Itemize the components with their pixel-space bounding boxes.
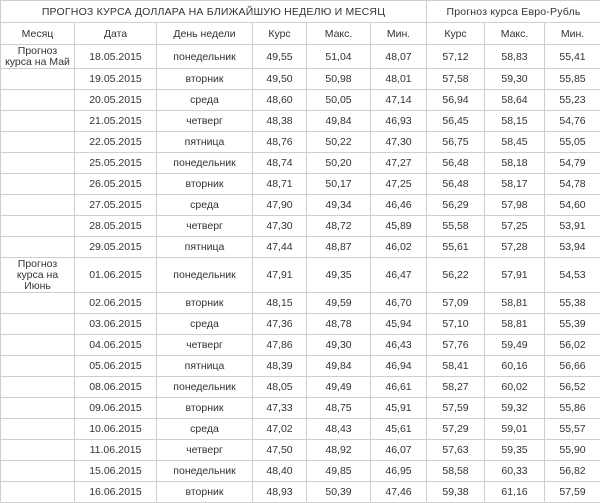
eur-min-cell: 54,76 bbox=[545, 111, 600, 132]
table-row bbox=[1, 216, 600, 237]
date-cell: 26.05.2015 bbox=[75, 174, 157, 195]
usd-min-cell: 46,93 bbox=[371, 111, 427, 132]
eur-rate-cell: 57,63 bbox=[427, 440, 485, 461]
header-usd-rate: Курс bbox=[253, 23, 307, 45]
table-row bbox=[1, 419, 600, 440]
usd-max-cell: 48,87 bbox=[307, 237, 371, 258]
eur-min-cell: 54,53 bbox=[545, 258, 600, 293]
eur-rate-cell: 58,41 bbox=[427, 356, 485, 377]
eur-forecast-title: Прогноз курса Евро-Рубль bbox=[427, 1, 600, 23]
weekday-cell: вторник bbox=[157, 398, 253, 419]
eur-rate-cell: 57,58 bbox=[427, 69, 485, 90]
eur-rate-cell: 56,75 bbox=[427, 132, 485, 153]
header-usd-min: Мин. bbox=[371, 23, 427, 45]
date-cell: 05.06.2015 bbox=[75, 356, 157, 377]
usd-max-cell: 50,17 bbox=[307, 174, 371, 195]
header-eur-rate: Курс bbox=[427, 23, 485, 45]
usd-rate-cell: 47,86 bbox=[253, 335, 307, 356]
table-row bbox=[1, 69, 600, 90]
usd-min-cell: 47,30 bbox=[371, 132, 427, 153]
weekday-cell: вторник bbox=[157, 69, 253, 90]
eur-rate-cell: 57,29 bbox=[427, 419, 485, 440]
month-cell bbox=[1, 293, 75, 314]
eur-max-cell: 59,35 bbox=[485, 440, 545, 461]
eur-min-cell: 55,39 bbox=[545, 314, 600, 335]
eur-min-cell: 56,02 bbox=[545, 335, 600, 356]
usd-min-cell: 48,01 bbox=[371, 69, 427, 90]
eur-min-cell: 55,38 bbox=[545, 293, 600, 314]
usd-max-cell: 50,22 bbox=[307, 132, 371, 153]
date-cell: 22.05.2015 bbox=[75, 132, 157, 153]
table-row bbox=[1, 440, 600, 461]
eur-max-cell: 58,45 bbox=[485, 132, 545, 153]
eur-max-cell: 58,15 bbox=[485, 111, 545, 132]
usd-forecast-title: ПРОГНОЗ КУРСА ДОЛЛАРА НА БЛИЖАЙШУЮ НЕДЕЛЮ И МЕСЯЦ bbox=[1, 1, 427, 23]
date-cell: 11.06.2015 bbox=[75, 440, 157, 461]
usd-min-cell: 45,91 bbox=[371, 398, 427, 419]
usd-min-cell: 46,70 bbox=[371, 293, 427, 314]
eur-max-cell: 58,17 bbox=[485, 174, 545, 195]
usd-max-cell: 49,34 bbox=[307, 195, 371, 216]
usd-rate-cell: 48,76 bbox=[253, 132, 307, 153]
usd-rate-cell: 47,33 bbox=[253, 398, 307, 419]
usd-max-cell: 49,30 bbox=[307, 335, 371, 356]
table-row bbox=[1, 398, 600, 419]
usd-max-cell: 50,39 bbox=[307, 482, 371, 503]
usd-min-cell: 46,43 bbox=[371, 335, 427, 356]
eur-max-cell: 59,01 bbox=[485, 419, 545, 440]
date-cell: 29.05.2015 bbox=[75, 237, 157, 258]
table-row bbox=[1, 195, 600, 216]
usd-rate-cell: 47,36 bbox=[253, 314, 307, 335]
weekday-cell: пятница bbox=[157, 237, 253, 258]
month-cell bbox=[1, 335, 75, 356]
eur-max-cell: 57,28 bbox=[485, 237, 545, 258]
month-cell bbox=[1, 195, 75, 216]
usd-rate-cell: 48,40 bbox=[253, 461, 307, 482]
eur-rate-cell: 55,58 bbox=[427, 216, 485, 237]
weekday-cell: понедельник bbox=[157, 377, 253, 398]
month-cell bbox=[1, 153, 75, 174]
header-eur-min: Мин. bbox=[545, 23, 600, 45]
usd-rate-cell: 49,55 bbox=[253, 45, 307, 69]
weekday-cell: четверг bbox=[157, 335, 253, 356]
eur-max-cell: 57,25 bbox=[485, 216, 545, 237]
eur-max-cell: 58,83 bbox=[485, 45, 545, 69]
eur-min-cell: 53,91 bbox=[545, 216, 600, 237]
eur-rate-cell: 56,48 bbox=[427, 153, 485, 174]
eur-min-cell: 56,82 bbox=[545, 461, 600, 482]
eur-rate-cell: 56,29 bbox=[427, 195, 485, 216]
table-row bbox=[1, 314, 600, 335]
eur-rate-cell: 59,38 bbox=[427, 482, 485, 503]
usd-min-cell: 47,25 bbox=[371, 174, 427, 195]
usd-min-cell: 46,95 bbox=[371, 461, 427, 482]
eur-max-cell: 58,18 bbox=[485, 153, 545, 174]
weekday-cell: среда bbox=[157, 195, 253, 216]
usd-min-cell: 46,02 bbox=[371, 237, 427, 258]
usd-max-cell: 49,84 bbox=[307, 356, 371, 377]
date-cell: 21.05.2015 bbox=[75, 111, 157, 132]
date-cell: 28.05.2015 bbox=[75, 216, 157, 237]
weekday-cell: четверг bbox=[157, 440, 253, 461]
table-row bbox=[1, 132, 600, 153]
month-cell bbox=[1, 461, 75, 482]
usd-min-cell: 46,07 bbox=[371, 440, 427, 461]
eur-rate-cell: 58,27 bbox=[427, 377, 485, 398]
eur-max-cell: 59,49 bbox=[485, 335, 545, 356]
table-row bbox=[1, 237, 600, 258]
table-row bbox=[1, 174, 600, 195]
month-cell bbox=[1, 132, 75, 153]
usd-rate-cell: 48,15 bbox=[253, 293, 307, 314]
header-day: День недели bbox=[157, 23, 253, 45]
usd-max-cell: 51,04 bbox=[307, 45, 371, 69]
usd-rate-cell: 49,50 bbox=[253, 69, 307, 90]
eur-min-cell: 55,85 bbox=[545, 69, 600, 90]
eur-rate-cell: 57,09 bbox=[427, 293, 485, 314]
month-cell bbox=[1, 69, 75, 90]
header-usd-max: Макс. bbox=[307, 23, 371, 45]
month-cell bbox=[1, 90, 75, 111]
eur-min-cell: 54,60 bbox=[545, 195, 600, 216]
eur-max-cell: 60,02 bbox=[485, 377, 545, 398]
weekday-cell: вторник bbox=[157, 293, 253, 314]
date-cell: 09.06.2015 bbox=[75, 398, 157, 419]
date-cell: 10.06.2015 bbox=[75, 419, 157, 440]
eur-max-cell: 60,33 bbox=[485, 461, 545, 482]
eur-min-cell: 55,23 bbox=[545, 90, 600, 111]
date-cell: 19.05.2015 bbox=[75, 69, 157, 90]
month-cell bbox=[1, 482, 75, 503]
month-cell bbox=[1, 356, 75, 377]
table-row bbox=[1, 482, 600, 503]
usd-rate-cell: 48,38 bbox=[253, 111, 307, 132]
usd-max-cell: 48,43 bbox=[307, 419, 371, 440]
usd-rate-cell: 48,39 bbox=[253, 356, 307, 377]
usd-min-cell: 46,47 bbox=[371, 258, 427, 293]
usd-min-cell: 47,27 bbox=[371, 153, 427, 174]
eur-min-cell: 55,86 bbox=[545, 398, 600, 419]
usd-max-cell: 49,49 bbox=[307, 377, 371, 398]
month-cell bbox=[1, 216, 75, 237]
eur-rate-cell: 56,48 bbox=[427, 174, 485, 195]
eur-min-cell: 53,94 bbox=[545, 237, 600, 258]
usd-max-cell: 49,84 bbox=[307, 111, 371, 132]
weekday-cell: вторник bbox=[157, 482, 253, 503]
date-cell: 15.06.2015 bbox=[75, 461, 157, 482]
weekday-cell: среда bbox=[157, 419, 253, 440]
eur-rate-cell: 57,59 bbox=[427, 398, 485, 419]
usd-min-cell: 45,89 bbox=[371, 216, 427, 237]
header-eur-max: Макс. bbox=[485, 23, 545, 45]
eur-min-cell: 54,79 bbox=[545, 153, 600, 174]
date-cell: 25.05.2015 bbox=[75, 153, 157, 174]
eur-min-cell: 57,59 bbox=[545, 482, 600, 503]
month-cell bbox=[1, 440, 75, 461]
month-cell bbox=[1, 419, 75, 440]
usd-max-cell: 49,59 bbox=[307, 293, 371, 314]
table-row bbox=[1, 461, 600, 482]
eur-min-cell: 55,41 bbox=[545, 45, 600, 69]
date-cell: 04.06.2015 bbox=[75, 335, 157, 356]
month-cell bbox=[1, 111, 75, 132]
usd-min-cell: 45,94 bbox=[371, 314, 427, 335]
weekday-cell: пятница bbox=[157, 356, 253, 377]
table-body bbox=[1, 45, 600, 503]
month-cell bbox=[1, 398, 75, 419]
month-cell bbox=[1, 314, 75, 335]
table-row bbox=[1, 90, 600, 111]
date-cell: 16.06.2015 bbox=[75, 482, 157, 503]
eur-rate-cell: 57,10 bbox=[427, 314, 485, 335]
table-row bbox=[1, 153, 600, 174]
weekday-cell: пятница bbox=[157, 132, 253, 153]
eur-max-cell: 61,16 bbox=[485, 482, 545, 503]
table-row bbox=[1, 258, 600, 293]
usd-max-cell: 49,85 bbox=[307, 461, 371, 482]
eur-max-cell: 58,81 bbox=[485, 314, 545, 335]
header-date: Дата bbox=[75, 23, 157, 45]
usd-min-cell: 47,14 bbox=[371, 90, 427, 111]
eur-min-cell: 55,57 bbox=[545, 419, 600, 440]
usd-rate-cell: 48,60 bbox=[253, 90, 307, 111]
usd-min-cell: 46,61 bbox=[371, 377, 427, 398]
title-row bbox=[1, 1, 600, 23]
eur-min-cell: 56,52 bbox=[545, 377, 600, 398]
usd-rate-cell: 47,50 bbox=[253, 440, 307, 461]
date-cell: 20.05.2015 bbox=[75, 90, 157, 111]
header-row bbox=[1, 23, 600, 45]
weekday-cell: понедельник bbox=[157, 461, 253, 482]
weekday-cell: вторник bbox=[157, 174, 253, 195]
eur-max-cell: 59,30 bbox=[485, 69, 545, 90]
eur-min-cell: 55,05 bbox=[545, 132, 600, 153]
usd-max-cell: 48,78 bbox=[307, 314, 371, 335]
usd-rate-cell: 47,30 bbox=[253, 216, 307, 237]
date-cell: 27.05.2015 bbox=[75, 195, 157, 216]
eur-rate-cell: 57,12 bbox=[427, 45, 485, 69]
eur-rate-cell: 56,22 bbox=[427, 258, 485, 293]
eur-max-cell: 57,91 bbox=[485, 258, 545, 293]
eur-rate-cell: 57,76 bbox=[427, 335, 485, 356]
weekday-cell: понедельник bbox=[157, 153, 253, 174]
eur-rate-cell: 55,61 bbox=[427, 237, 485, 258]
weekday-cell: среда bbox=[157, 90, 253, 111]
usd-min-cell: 45,61 bbox=[371, 419, 427, 440]
eur-rate-cell: 56,94 bbox=[427, 90, 485, 111]
eur-rate-cell: 56,45 bbox=[427, 111, 485, 132]
header-month: Месяц bbox=[1, 23, 75, 45]
table-row bbox=[1, 293, 600, 314]
usd-max-cell: 50,20 bbox=[307, 153, 371, 174]
date-cell: 18.05.2015 bbox=[75, 45, 157, 69]
month-cell bbox=[1, 237, 75, 258]
usd-min-cell: 47,46 bbox=[371, 482, 427, 503]
usd-rate-cell: 48,74 bbox=[253, 153, 307, 174]
table-row bbox=[1, 335, 600, 356]
eur-max-cell: 58,81 bbox=[485, 293, 545, 314]
eur-min-cell: 55,90 bbox=[545, 440, 600, 461]
usd-max-cell: 49,35 bbox=[307, 258, 371, 293]
month-cell bbox=[1, 377, 75, 398]
usd-max-cell: 50,98 bbox=[307, 69, 371, 90]
weekday-cell: четверг bbox=[157, 111, 253, 132]
month-cell bbox=[1, 174, 75, 195]
eur-max-cell: 57,98 bbox=[485, 195, 545, 216]
usd-rate-cell: 48,93 bbox=[253, 482, 307, 503]
eur-rate-cell: 58,58 bbox=[427, 461, 485, 482]
usd-rate-cell: 47,91 bbox=[253, 258, 307, 293]
date-cell: 01.06.2015 bbox=[75, 258, 157, 293]
table-row bbox=[1, 377, 600, 398]
usd-rate-cell: 47,44 bbox=[253, 237, 307, 258]
table-row bbox=[1, 111, 600, 132]
eur-max-cell: 58,64 bbox=[485, 90, 545, 111]
table-row bbox=[1, 45, 600, 69]
month-cell: Прогноз курса на Июнь bbox=[1, 258, 75, 293]
usd-rate-cell: 47,02 bbox=[253, 419, 307, 440]
usd-rate-cell: 47,90 bbox=[253, 195, 307, 216]
eur-max-cell: 60,16 bbox=[485, 356, 545, 377]
date-cell: 02.06.2015 bbox=[75, 293, 157, 314]
weekday-cell: среда bbox=[157, 314, 253, 335]
usd-max-cell: 48,72 bbox=[307, 216, 371, 237]
month-cell: Прогноз курса на Май bbox=[1, 45, 75, 69]
weekday-cell: четверг bbox=[157, 216, 253, 237]
eur-max-cell: 59,32 bbox=[485, 398, 545, 419]
table-row bbox=[1, 356, 600, 377]
usd-rate-cell: 48,05 bbox=[253, 377, 307, 398]
weekday-cell: понедельник bbox=[157, 45, 253, 69]
eur-min-cell: 54,78 bbox=[545, 174, 600, 195]
usd-min-cell: 48,07 bbox=[371, 45, 427, 69]
usd-rate-cell: 48,71 bbox=[253, 174, 307, 195]
weekday-cell: понедельник bbox=[157, 258, 253, 293]
usd-max-cell: 48,75 bbox=[307, 398, 371, 419]
eur-min-cell: 56,66 bbox=[545, 356, 600, 377]
usd-max-cell: 50,05 bbox=[307, 90, 371, 111]
usd-min-cell: 46,46 bbox=[371, 195, 427, 216]
usd-max-cell: 48,92 bbox=[307, 440, 371, 461]
date-cell: 03.06.2015 bbox=[75, 314, 157, 335]
date-cell: 08.06.2015 bbox=[75, 377, 157, 398]
usd-min-cell: 46,94 bbox=[371, 356, 427, 377]
